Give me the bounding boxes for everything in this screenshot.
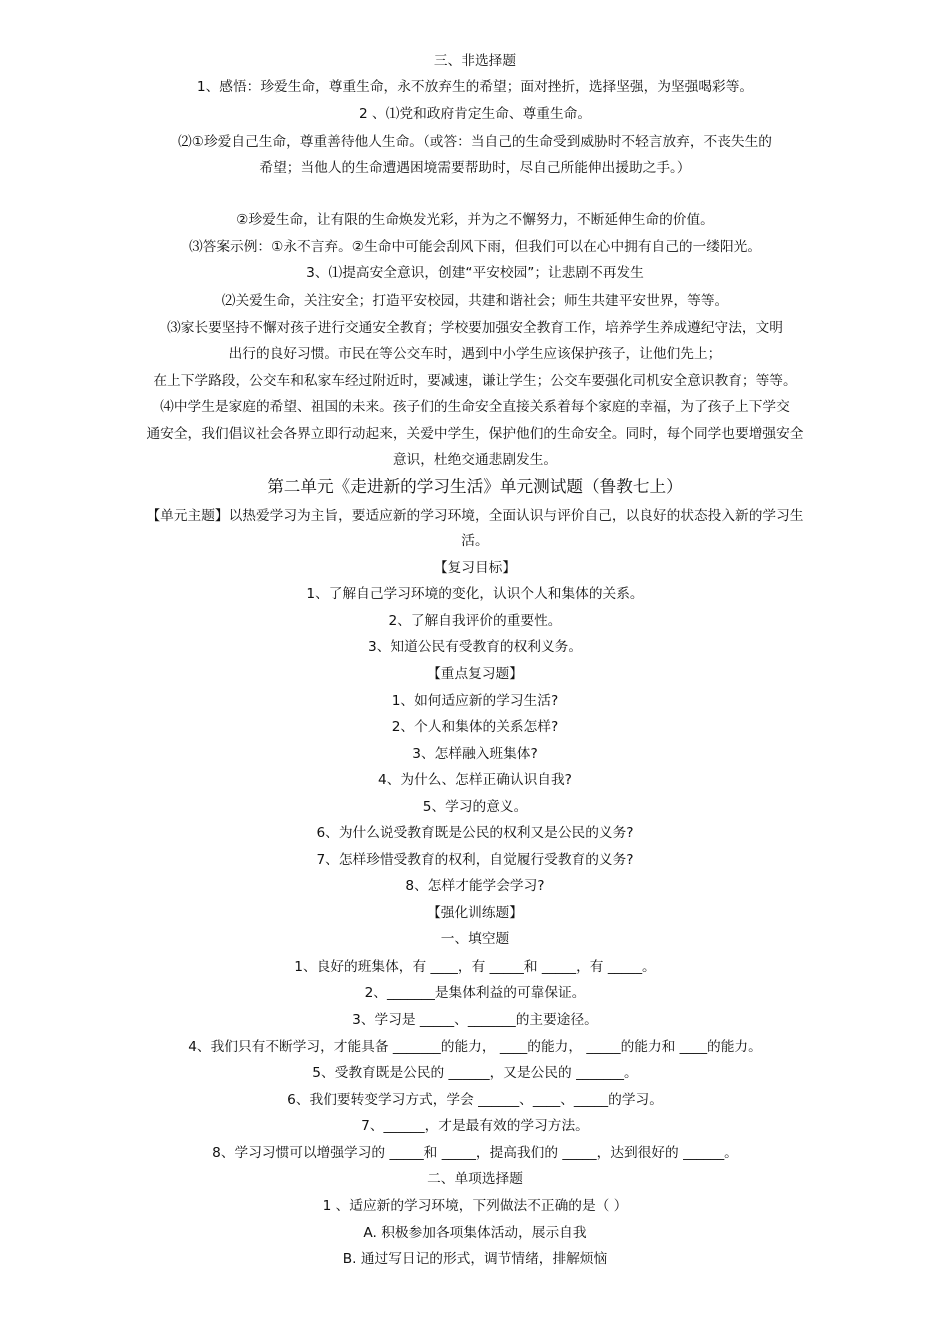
fill-item: 2、_______是集体利益的可靠保证。 [364, 985, 586, 1001]
answer-line: ⑷中学生是家庭的希望、祖国的未来。孩子们的生命安全直接关系着每个家庭的幸福，为了孩子上下学交 [160, 399, 790, 415]
key-item: 2、个人和集体的关系怎样? [391, 719, 559, 735]
answer-line: 2 、⑴党和政府肯定生命、尊重生命。 [358, 106, 592, 122]
fill-item: 3、学习是 _____、_______的主要途径。 [352, 1012, 598, 1028]
answer-line: 通安全，我们倡议社会各界立即行动起来，关爱中学生，保护他们的生命安全。同时，每个同学也要增强安全 [146, 426, 804, 442]
fill-item: 5、受教育既是公民的 ______，又是公民的 _______。 [312, 1065, 638, 1081]
key-item: 5、学习的意义。 [422, 799, 528, 815]
answer-line: ②珍爱生命，让有限的生命焕发光彩，并为之不懈努力，不断延伸生命的价值。 [236, 212, 714, 228]
choice-option-b: B. 通过写日记的形式，调节情绪，排解烦恼 [342, 1251, 608, 1267]
choice-option-a: A. 积极参加各项集体活动，展示自我 [363, 1225, 587, 1241]
answer-line: 3、⑴提高安全意识，创建“平安校园”；让悲剧不再发生 [306, 265, 644, 281]
key-item: 8、怎样才能学会学习? [405, 878, 545, 894]
answer-line: ⑵①珍爱自己生命，尊重善待他人生命。（或答：当自己的生命受到威胁时不轻言放弃，不丧失生的 [178, 134, 772, 150]
section-heading: 三、非选择题 [433, 53, 517, 69]
key-item: 1、如何适应新的学习生活? [391, 693, 559, 709]
unit-title: 第二单元《走进新的学习生活》单元测试题（鲁教七上） [267, 477, 683, 496]
fill-item: 4、我们只有不断学习，才能具备 _______的能力， ____的能力， _____的能力和 ____的能力。 [188, 1039, 762, 1055]
key-item: 6、为什么说受教育既是公民的权利又是公民的义务? [316, 825, 634, 841]
goal-item: 1、了解自己学习环境的变化，认识个人和集体的关系。 [306, 586, 644, 602]
answer-line: 意识，杜绝交通悲剧发生。 [392, 452, 558, 468]
goals-heading: 【复习目标】 [433, 560, 517, 576]
key-heading: 【重点复习题】 [427, 666, 523, 682]
key-item: 3、怎样融入班集体? [412, 746, 538, 762]
unit-theme: 活。 [461, 533, 489, 549]
answer-line: 在上下学路段，公交车和私家车经过附近时，要减速，谦让学生；公交车要强化司机安全意识教育；等等。 [153, 373, 797, 389]
fill-heading: 一、填空题 [440, 931, 510, 947]
answer-line: 1、感悟：珍爱生命，尊重生命，永不放弃生的希望；面对挫折，选择坚强，为坚强喝彩等。 [196, 79, 754, 95]
key-item: 7、怎样珍惜受教育的权利，自觉履行受教育的义务? [316, 852, 634, 868]
answer-line: ⑶答案示例：①永不言弃。②生命中可能会刮风下雨，但我们可以在心中拥有自己的一缕阳光。 [188, 239, 762, 255]
drill-heading: 【强化训练题】 [427, 905, 523, 921]
goal-item: 2、了解自我评价的重要性。 [388, 613, 562, 629]
key-item: 4、为什么、怎样正确认识自我? [378, 772, 572, 788]
answer-line: ⑵关爱生命，关注安全；打造平安校园，共建和谐社会；师生共建平安世界，等等。 [221, 293, 729, 309]
answer-line: 出行的良好习惯。市民在等公交车时，遇到中小学生应该保护孩子，让他们先上； [228, 346, 722, 362]
fill-item: 1、良好的班集体，有 ____，有 _____和 _____，有 _____。 [294, 959, 656, 975]
fill-item: 7、______，才是最有效的学习方法。 [361, 1118, 589, 1134]
choice-question: 1 、适应新的学习环境，下列做法不正确的是（ ） [322, 1198, 628, 1214]
answer-line: 希望；当他人的生命遭遇困境需要帮助时，尽自己所能伸出援助之手。） [259, 160, 691, 176]
goal-item: 3、知道公民有受教育的权利义务。 [367, 639, 583, 655]
unit-theme: 【单元主题】以热爱学习为主旨，要适应新的学习环境，全面认识与评价自己，以良好的状态投入新的学习生 [146, 508, 804, 524]
fill-item: 8、学习习惯可以增强学习的 _____和 _____，提高我们的 _____，达到很好的 ______。 [212, 1145, 738, 1161]
answer-line: ⑶家长要坚持不懈对孩子进行交通安全教育；学校要加强安全教育工作，培养学生养成遵纪守法，文明 [167, 320, 783, 336]
fill-item: 6、我们要转变学习方式，学会 ______、____、_____的学习。 [287, 1092, 663, 1108]
choice-heading: 二、单项选择题 [427, 1171, 523, 1187]
